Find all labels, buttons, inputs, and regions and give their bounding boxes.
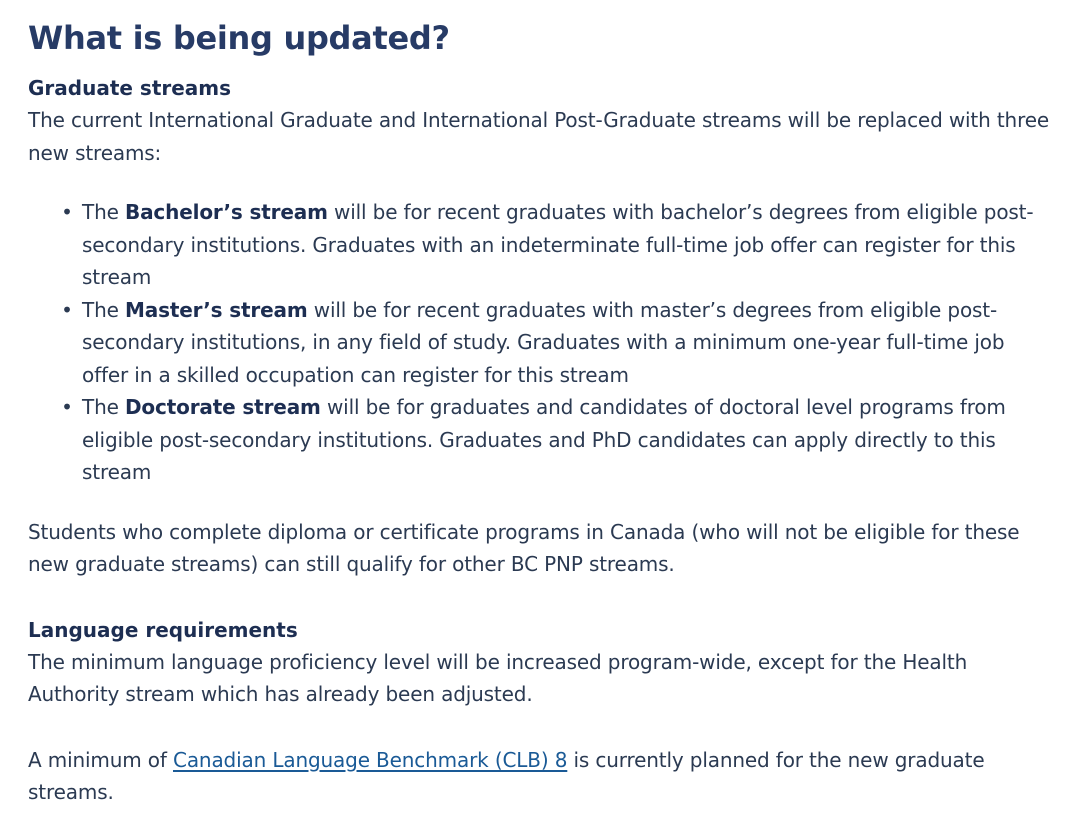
clb-benchmark-link[interactable]: Canadian Language Benchmark (CLB) 8 [173, 747, 568, 772]
bullet-icon: • [61, 200, 73, 224]
list-item-masters-stream [61, 294, 1052, 392]
bullet-icon: • [61, 297, 73, 322]
list-item-prefix: The [82, 200, 125, 224]
diploma-students-note: Students who complete diploma or certificate programs in Canada (who will not be eligible for these new graduate streams) can still qualify for other BC PNP streams. [28, 519, 1020, 576]
section-heading-graduate-streams: Graduate streams [28, 76, 232, 100]
language-requirements-body: The minimum language proficiency level will be increased program-wide, except for the Health Authority stream which has already been adjusted. [28, 649, 968, 706]
list-item-prefix: The [82, 395, 125, 419]
clb-requirement-paragraph [28, 744, 1052, 809]
list-item-bold-label: Master’s stream [124, 297, 308, 322]
list-item-doctorate-stream [61, 391, 1052, 489]
list-item-text: will be for recent graduates with master’s degrees from eligible post-secondary institutions, in any field of study. Graduates with a minimum one-year full-time job offer in a skilled occupation can register for this stream [82, 297, 1005, 387]
clb-prefix: A minimum of [28, 747, 173, 772]
bullet-icon: • [61, 395, 73, 419]
list-item-bachelors-stream [61, 196, 1052, 294]
list-item-bold-label: Bachelor’s stream [124, 200, 328, 224]
stream-list [28, 196, 1052, 489]
page-title: What is being updated? [28, 19, 450, 57]
list-item-text: will be for recent graduates with bachelor’s degrees from eligible post-secondary institutions. Graduates with an indeterminate full-time job offer can register for this stream [82, 200, 1034, 289]
list-item-text: will be for graduates and candidates of doctoral level programs from eligible post-secondary institutions. Graduates and PhD candidates can apply directly to this stream [82, 395, 1006, 484]
graduate-streams-intro: The current International Graduate and International Post-Graduate streams will be replaced with three new streams: [28, 108, 1050, 165]
list-item-prefix: The [82, 297, 125, 322]
clb-suffix: is currently planned for the new graduate streams. [28, 747, 985, 804]
section-heading-language-requirements: Language requirements [28, 617, 298, 642]
list-item-bold-label: Doctorate stream [124, 395, 321, 419]
